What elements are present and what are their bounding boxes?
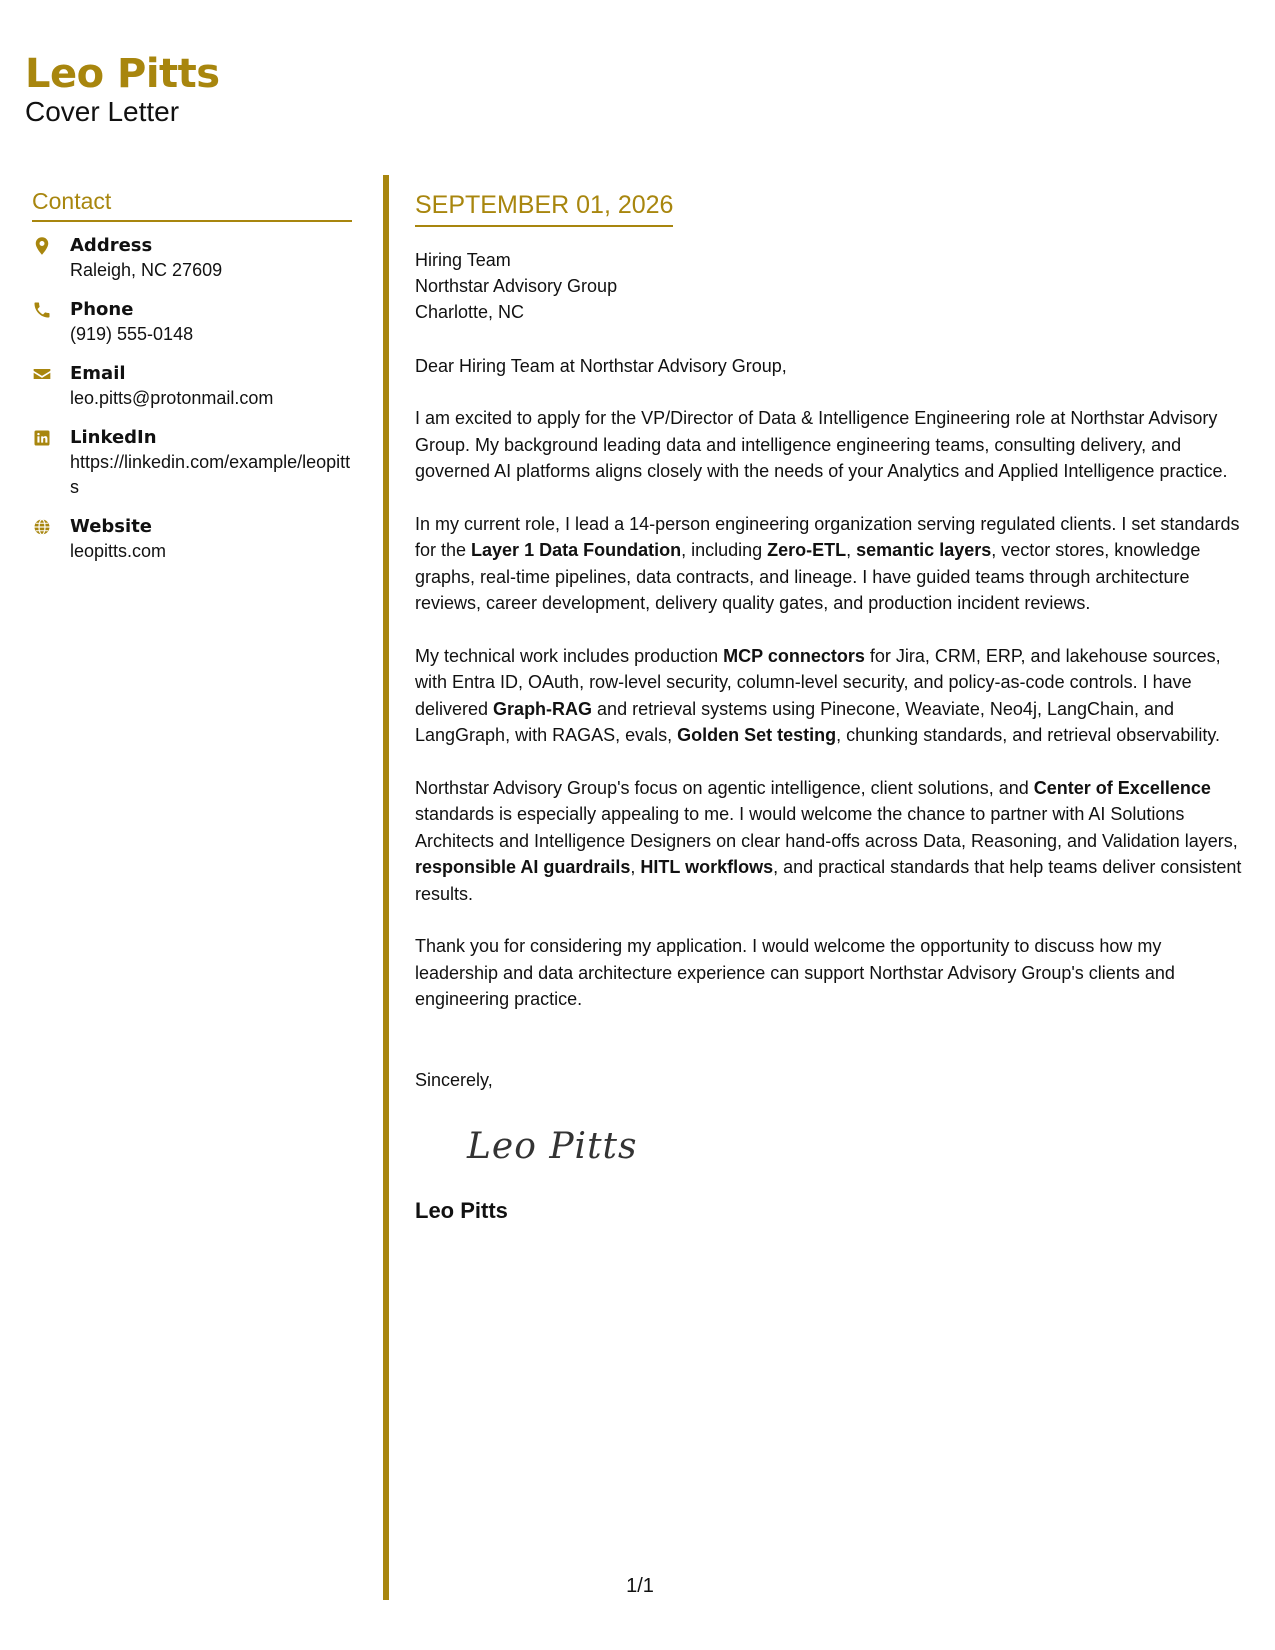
- bold-term: semantic layers: [856, 540, 992, 560]
- contact-sidebar: [32, 188, 352, 579]
- globe-icon: [32, 515, 70, 537]
- contact-label: Website: [70, 516, 153, 537]
- contact-heading: Contact: [32, 188, 352, 222]
- applicant-name: Leo Pitts: [25, 51, 220, 97]
- contact-linkedin: [32, 426, 352, 500]
- bold-term: responsible AI guardrails: [415, 857, 631, 877]
- letter-date: SEPTEMBER 01, 2026: [415, 190, 673, 227]
- recipient-line: Northstar Advisory Group: [415, 276, 618, 296]
- contact-value: (919) 555-0148: [70, 324, 194, 344]
- text-run: My technical work includes production: [415, 645, 724, 666]
- bold-term: Golden Set testing: [677, 725, 837, 745]
- closing: Sincerely,: [415, 1069, 493, 1090]
- letter-body: [415, 190, 1245, 1225]
- contact-label: Email: [70, 363, 126, 384]
- text-run: standards is especially appealing to me. I would welcome the chance to partner with AI Solutions Architects and Intelligence Designers on clear hand-offs across Data, Reasoning, and Validation layers,: [415, 804, 1238, 851]
- paragraph-5: Thank you for considering my application. I would welcome the opportunity to discuss how my leadership and data architecture experience can support Northstar Advisory Group's clients and engineering practice.: [415, 936, 1175, 1009]
- paragraph-1: I am excited to apply for the VP/Director of Data & Intelligence Engineering role at Northstar Advisory Group. My background leading data and intelligence engineering teams, consulting delivery, and governed AI platforms aligns closely with the needs of your Analytics and Applied Intelligence practice.: [415, 408, 1228, 481]
- recipient-line: Hiring Team: [415, 250, 511, 270]
- text-run: , vector stores, knowledge graphs, real-time pipelines, data contracts, and lineage. I have guided teams through architecture reviews, career development, delivery quality gates, and production incident reviews.: [415, 540, 1201, 613]
- letter-header: [25, 50, 220, 128]
- bold-term: Center of Excellence: [1033, 777, 1211, 798]
- text-run: and retrieval systems using Pinecone, Weaviate, Neo4j, LangChain, and LangGraph, with RAGAS, evals,: [415, 698, 1175, 745]
- document-type: Cover Letter: [25, 96, 180, 127]
- handwritten-signature: Leo Pitts: [467, 1125, 638, 1167]
- contact-label: Phone: [70, 299, 134, 320]
- contact-value[interactable]: leopitts.com: [70, 541, 167, 561]
- text-run: for Jira, CRM, ERP, and lakehouse sources, with Entra ID, OAuth, row-level security, column-level security, and policy-as-code controls. I have delivered: [415, 645, 1221, 719]
- recipient-block: [415, 247, 1245, 325]
- contact-label: Address: [70, 235, 153, 256]
- contact-value: leo.pitts@protonmail.com: [70, 388, 274, 408]
- bold-term: Graph-RAG: [493, 698, 593, 719]
- bold-term: Layer 1 Data Foundation: [471, 540, 682, 560]
- signer-name: Leo Pitts: [415, 1197, 508, 1223]
- envelope-icon: [32, 362, 70, 384]
- text-run: In my current role, I lead a 14-person engineering organization serving regulated clients. I set standards for the: [415, 513, 1240, 560]
- contact-label: LinkedIn: [70, 427, 157, 448]
- text-run: , chunking standards, and retrieval observability.: [836, 725, 1221, 745]
- contact-value: Raleigh, NC 27609: [70, 260, 223, 280]
- contact-phone: [32, 298, 352, 347]
- location-pin-icon: [32, 234, 70, 256]
- text-run: , and practical standards that help teams deliver consistent results.: [415, 857, 1242, 904]
- text-run: ,: [846, 540, 857, 560]
- text-run: , including: [681, 540, 768, 560]
- vertical-divider: [383, 175, 389, 1600]
- salutation: Dear Hiring Team at Northstar Advisory Group,: [415, 356, 787, 376]
- phone-icon: [32, 298, 70, 320]
- contact-value[interactable]: https://linkedin.com/example/leopitts: [70, 452, 351, 497]
- contact-address: [32, 234, 352, 283]
- contact-email: [32, 362, 352, 411]
- paragraph-4: [415, 775, 1245, 908]
- contact-website: [32, 515, 352, 564]
- page-number: 1/1: [626, 1575, 654, 1597]
- recipient-line: Charlotte, NC: [415, 302, 525, 322]
- text-run: ,: [630, 857, 641, 877]
- bold-term: MCP connectors: [723, 645, 865, 666]
- paragraph-2: [415, 511, 1245, 617]
- linkedin-icon: [32, 426, 70, 448]
- bold-term: Zero-ETL: [767, 540, 847, 560]
- text-run: Northstar Advisory Group's focus on agentic intelligence, client solutions, and: [415, 777, 1034, 798]
- paragraph-3: [415, 643, 1245, 749]
- bold-term: HITL workflows: [640, 857, 774, 877]
